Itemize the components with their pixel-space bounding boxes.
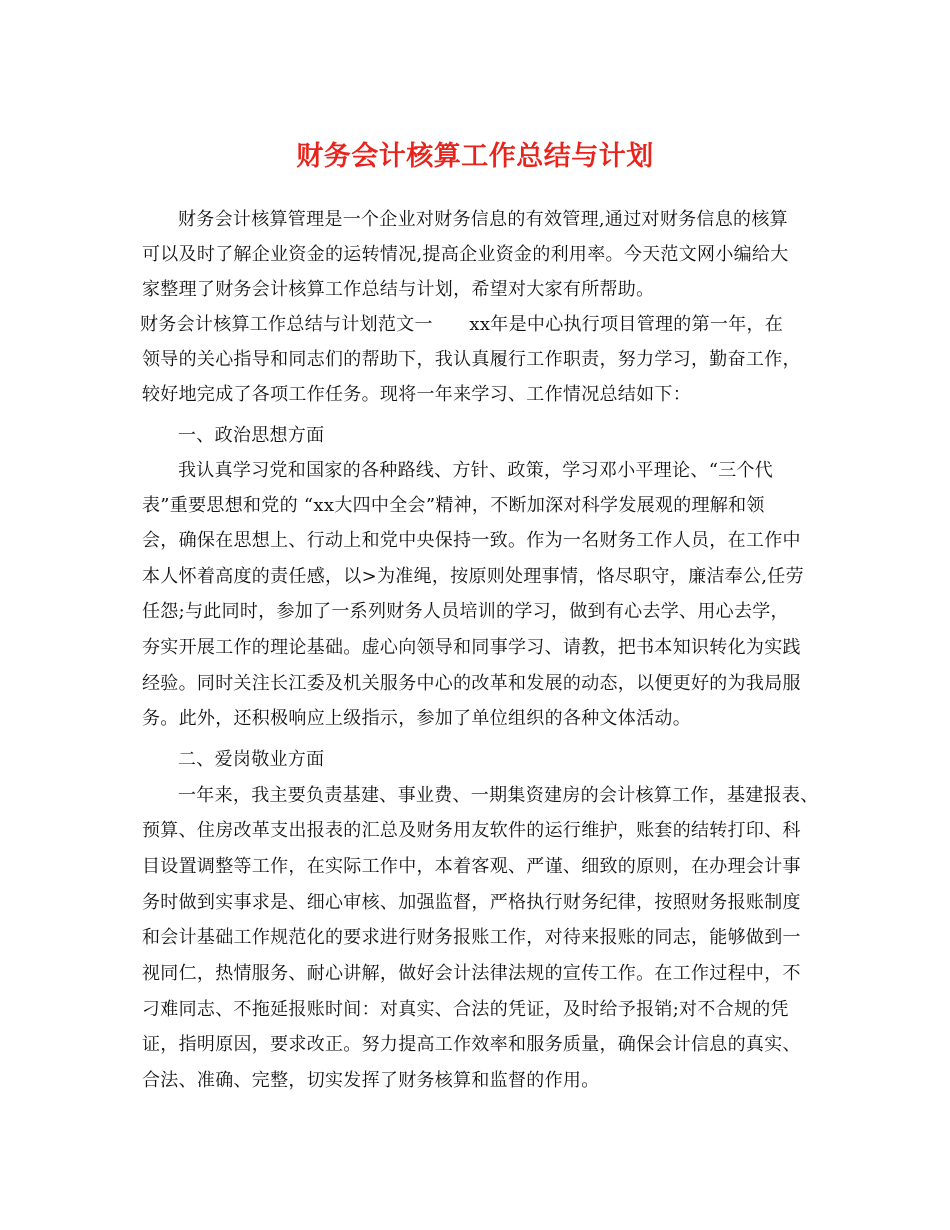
paragraph-line: 本人怀着高度的责任感，以>为准绳，按原则处理事情，恪尽职守，廉洁奉公,任劳	[142, 566, 804, 587]
paragraph-line: 领导的关心指导和同志们的帮助下，我认真履行工作职责，努力学习，勤奋工作，	[142, 349, 801, 370]
paragraph-line: 证，指明原因，要求改正。努力提高工作效率和服务质量，确保会计信息的真实、	[142, 1034, 801, 1055]
paragraph-line: 和会计基础工作规范化的要求进行财务报账工作，对待来报账的同志，能够做到一	[142, 927, 801, 948]
document-title: 财务会计核算工作总结与计划	[296, 141, 654, 172]
paragraph-line: 预算、住房改革支出报表的汇总及财务用友软件的运行维护，账套的结转打印、科	[142, 820, 801, 841]
paragraph-line: 合法、准确、完整，切实发挥了财务核算和监督的作用。	[142, 1070, 600, 1091]
paragraph-line: 视同仁，热情服务、耐心讲解，做好会计法律法规的宣传工作。在工作过程中，不	[142, 963, 801, 984]
paragraph-line: 夯实开展工作的理论基础。虚心向领导和同事学习、请教，把书本知识转化为实践	[142, 637, 801, 658]
paragraph-line: 务时做到实事求是、细心审核、加强监督，严格执行财务纪律，按照财务报账制度	[142, 892, 801, 913]
paragraph-line: 表”重要思想和党的 “xx大四中全会”精神，不断加深对科学发展观的理解和领	[142, 495, 765, 516]
paragraph-line: 目设置调整等工作，在实际工作中，本着客观、严谨、细致的原则，在办理会计事	[142, 856, 801, 877]
paragraph-line: 会，确保在思想上、行动上和党中央保持一致。作为一名财务工作人员，在工作中	[142, 530, 801, 551]
paragraph-line: 刁难同志、不拖延报账时间：对真实、合法的凭证，及时给予报销;对不合规的凭	[142, 999, 789, 1020]
paragraph-line: 较好地完成了各项工作任务。现将一年来学习、工作情况总结如下：	[142, 384, 691, 405]
paragraph-line: 经验。同时关注长江委及机关服务中心的改革和发展的动态，以便更好的为我局服	[142, 673, 801, 694]
paragraph-line: 一年来，我主要负责基建、事业费、一期集资建房的会计核算工作，基建报表、	[178, 785, 819, 806]
paragraph-line: 可以及时了解企业资金的运转情况,提高企业资金的利用率。今天范文网小编给大	[142, 244, 789, 265]
paragraph-line: 财务会计核算管理是一个企业对财务信息的有效管理,通过对财务信息的核算	[178, 209, 788, 230]
paragraph-line: 我认真学习党和国家的各种路线、方针、政策，学习邓小平理论、“三个代	[178, 460, 774, 481]
paragraph-line: 务。此外，还积极响应上级指示，参加了单位组织的各种文体活动。	[142, 708, 691, 729]
paragraph-line: 财务会计核算工作总结与计划范文一 xx年是中心执行项目管理的第一年，在	[140, 314, 784, 335]
paragraph-line: 家整理了财务会计核算工作总结与计划，希望对大家有所帮助。	[142, 279, 655, 300]
section-heading-politics: 一、政治思想方面	[178, 425, 325, 446]
paragraph-line: 任怨;与此同时，参加了一系列财务人员培训的学习，做到有心去学、用心去学，	[142, 601, 789, 622]
section-heading-dedication: 二、爱岗敬业方面	[178, 749, 325, 770]
